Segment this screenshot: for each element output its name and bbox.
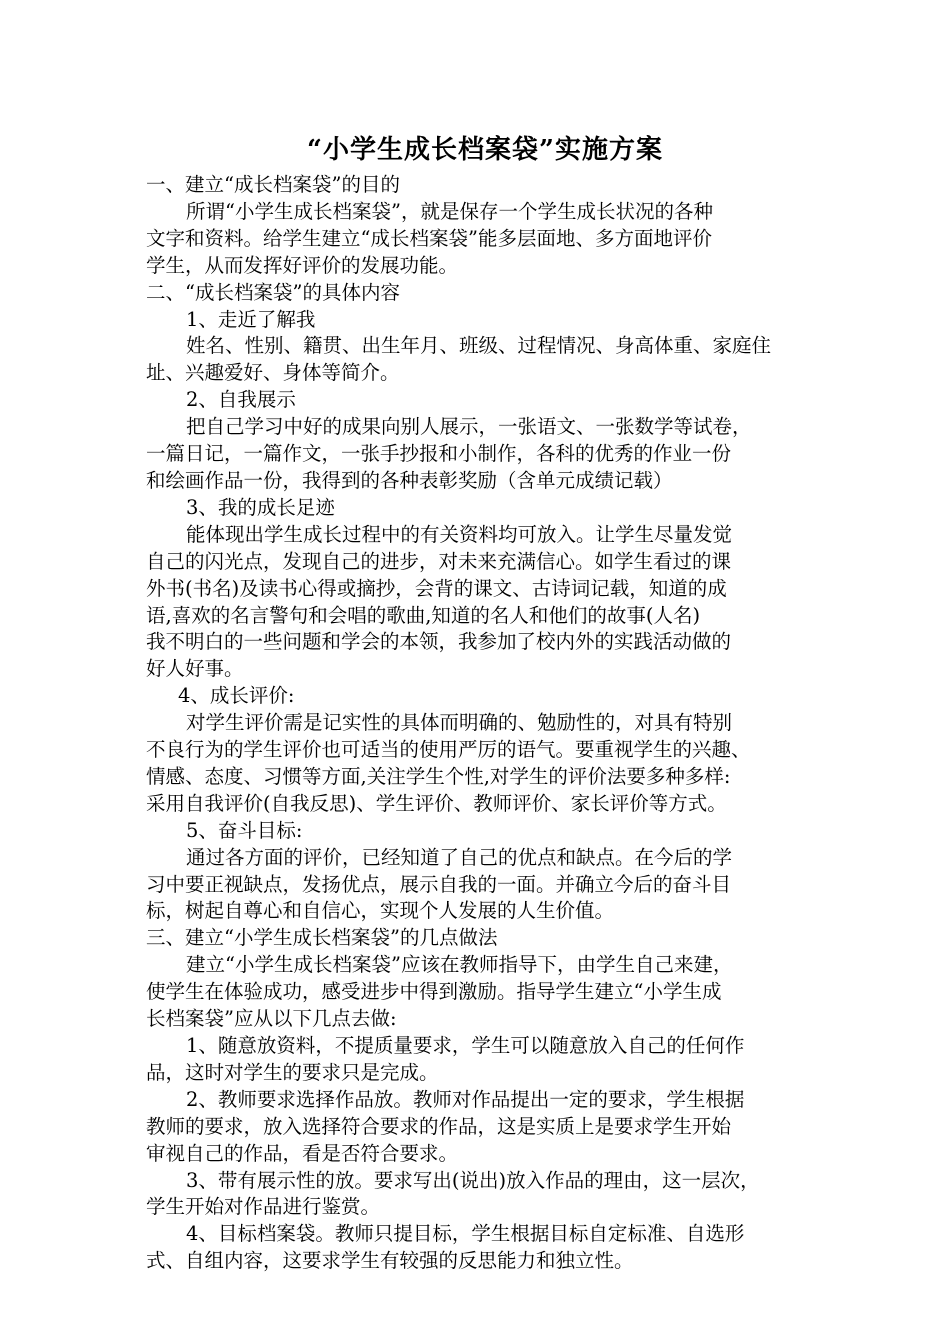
text-line: 5、奋斗目标: bbox=[186, 818, 303, 842]
text-line: 三、建立“小学生成长档案袋”的几点做法 bbox=[146, 926, 498, 950]
text-line: 2、自我展示 bbox=[186, 388, 296, 412]
text-line: 审视自己的作品，看是否符合要求。 bbox=[146, 1141, 459, 1165]
text-line: 1、走近了解我 bbox=[186, 307, 316, 331]
text-line: 好人好事。 bbox=[146, 657, 244, 681]
text-line: 学生，从而发挥好评价的发展功能。 bbox=[146, 253, 459, 277]
text-line: 3、带有展示性的放。要求写出(说出)放入作品的理由，这一层次， bbox=[186, 1168, 760, 1192]
text-line: 品，这时对学生的要求只是完成。 bbox=[146, 1060, 439, 1084]
text-line: 通过各方面的评价，已经知道了自己的优点和缺点。在今后的学 bbox=[186, 845, 733, 869]
text-line: 能体现出学生成长过程中的有关资料均可放入。让学生尽量发觉 bbox=[186, 522, 733, 546]
text-line: 教师的要求，放入选择符合要求的作品，这是实质上是要求学生开始 bbox=[146, 1114, 732, 1138]
text-line: 不良行为的学生评价也可适当的使用严厉的语气。要重视学生的兴趣、 bbox=[146, 738, 751, 762]
text-line: 所谓“小学生成长档案袋”，就是保存一个学生成长状况的各种 bbox=[186, 199, 713, 223]
text-line: 对学生评价需是记实性的具体而明确的、勉励性的，对具有特别 bbox=[186, 711, 733, 735]
text-line: 2、教师要求选择作品放。教师对作品提出一定的要求，学生根据 bbox=[186, 1087, 745, 1111]
text-line: 建立“小学生成长档案袋”应该在教师指导下，由学生自己来建， bbox=[186, 953, 733, 977]
text-line: 一篇日记，一篇作文，一张手抄报和小制作，各科的优秀的作业一份 bbox=[146, 442, 732, 466]
text-line: 3、我的成长足迹 bbox=[186, 495, 335, 519]
document-page bbox=[146, 128, 814, 1275]
text-line: 学生开始对作品进行鉴赏。 bbox=[146, 1195, 381, 1219]
text-line: 外书(书名)及读书心得或摘抄，会背的课文、古诗词记载，知道的成 bbox=[146, 576, 727, 600]
text-line: 语,喜欢的名言警句和会唱的歌曲,知道的名人和他们的故事(人名) bbox=[146, 603, 701, 627]
text-line: 姓名、性别、籍贯、出生年月、班级、过程情况、身高体重、家庭住 bbox=[186, 334, 772, 358]
text-line: 和绘画作品一份，我得到的各种表彰奖励（含单元成绩记载） bbox=[146, 468, 673, 492]
document-title: “小学生成长档案袋”实施方案 bbox=[307, 135, 663, 165]
text-line: 长档案袋”应从以下几点去做: bbox=[146, 1007, 397, 1031]
text-line: 4、成长评价: bbox=[178, 684, 295, 708]
text-line: 标，树起自尊心和自信心，实现个人发展的人生价值。 bbox=[146, 899, 615, 923]
text-line: 1、随意放资料，不提质量要求，学生可以随意放入自己的任何作 bbox=[186, 1034, 745, 1057]
text-line: 把自己学习中好的成果向别人展示，一张语文、一张数学等试卷， bbox=[186, 415, 752, 439]
text-line: 4、目标档案袋。教师只提目标，学生根据目标自定标准、自选形 bbox=[186, 1222, 745, 1246]
text-line: 址、兴趣爱好、身体等简介。 bbox=[146, 361, 400, 385]
text-line: 一、建立“成长档案袋”的目的 bbox=[146, 173, 400, 196]
text-line: 情感、态度、习惯等方面,关注学生个性,对学生的评价法要多种多样: bbox=[146, 764, 731, 788]
text-line: 使学生在体验成功，感受进步中得到激励。指导学生建立“小学生成 bbox=[146, 980, 722, 1004]
text-line: 我不明白的一些问题和学会的本领，我参加了校内外的实践活动做的 bbox=[146, 630, 732, 654]
text-line: 习中要正视缺点，发扬优点，展示自我的一面。并确立今后的奋斗目 bbox=[146, 872, 732, 896]
text-line: 自己的闪光点，发现自己的进步，对未来充满信心。如学生看过的课 bbox=[146, 549, 732, 573]
text-line: 式、自组内容，这要求学生有较强的反思能力和独立性。 bbox=[146, 1249, 634, 1273]
text-line: 采用自我评价(自我反思)、学生评价、教师评价、家长评价等方式。 bbox=[146, 791, 727, 815]
text-line: 文字和资料。给学生建立“成长档案袋”能多层面地、多方面地评价 bbox=[146, 226, 712, 250]
document-body bbox=[146, 172, 814, 1275]
text-line: 二、“成长档案袋”的具体内容 bbox=[146, 280, 400, 304]
